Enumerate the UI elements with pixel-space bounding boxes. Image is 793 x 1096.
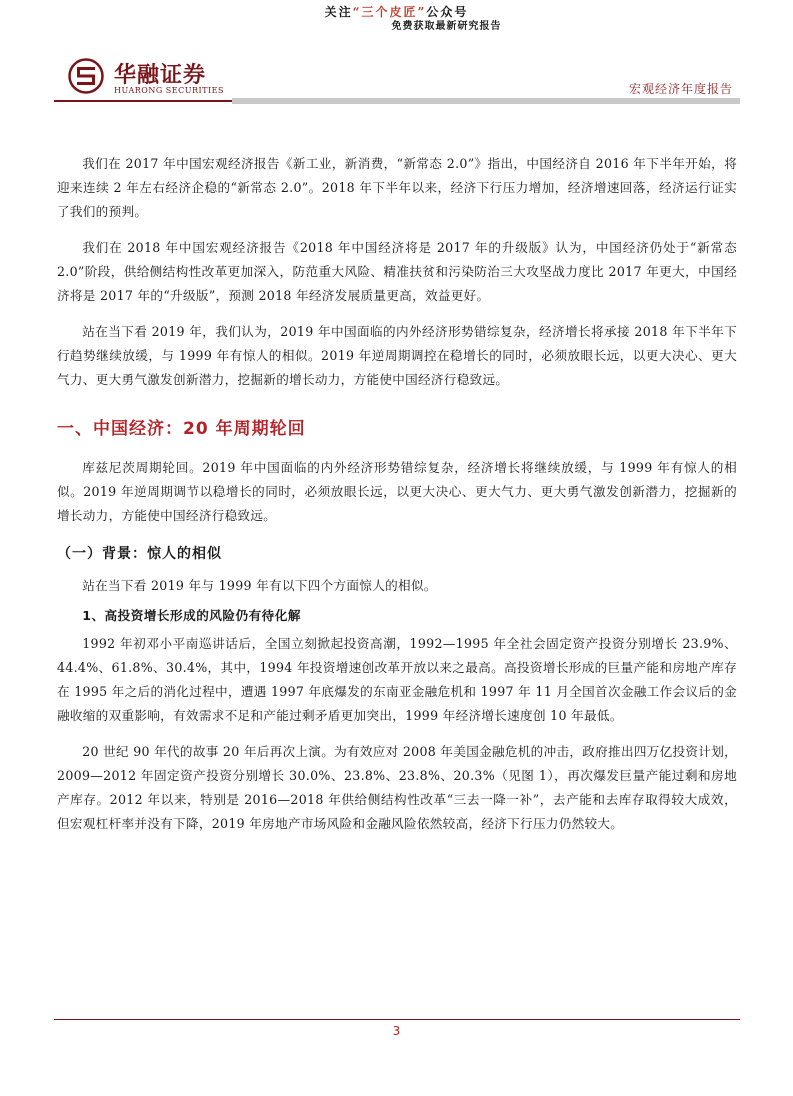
promo-banner	[0, 4, 793, 34]
header-rule	[54, 100, 232, 102]
brand-name-en: HUARONG SECURITIES	[114, 86, 224, 95]
promo-highlight: “三个皮匠”	[352, 5, 427, 19]
subsection-heading: （一）背景：惊人的相似	[57, 546, 222, 562]
brand-name-cn: 华融证券	[114, 63, 207, 88]
intro-paragraph-3: 站在当下看 2019 年，我们认为，2019 年中国面临的内外经济形势错综复杂，经济增长将承接 2018 年下半年下行趋势继续放缓，与 1999 年有惊人的相似。2019 年逆周期调控在稳增长的同时，必须放眼长远，以更大决心、更大气力、更大勇气激发创新潜力，挖掘新的增长动力，方能使中国经济行稳致远。	[57, 324, 737, 387]
promo-suffix: 公众号	[426, 5, 469, 19]
page-number: 3	[392, 1024, 401, 1038]
section-heading: 一、中国经济：20 年周期轮回	[57, 419, 306, 439]
footer-rule	[54, 1019, 740, 1020]
intro-paragraph-1: 我们在 2017 年中国宏观经济报告《新工业，新消费，“新常态 2.0”》指出，中国经济自 2016 年下半年开始，将迎来连续 2 年左右经济企稳的“新常态 2.0”。2018 年下半年以来，经济下行压力增加，经济增速回落，经济运行证实了我们的预判。	[57, 156, 737, 219]
intro-paragraph-2: 我们在 2018 年中国宏观经济报告《2018 年中国经济将是 2017 年的升级版》认为，中国经济仍处于“新常态 2.0”阶段，供给侧结构性改革更加深入，防范重大风险、精准扶贫和污染防治三大攻坚战力度比 2017 年更大，中国经济将是 2017 年的“升级版”，预测 2018 年经济发展质量更高，效益更好。	[57, 240, 737, 303]
item-paragraph-1: 1992 年初邓小平南巡讲话后，全国立刻掀起投资高潮，1992—1995 年全社会固定资产投资分别增长 23.9%、44.4%、61.8%、30.4%，其中，1994 年投资增速创改革开放以来之最高。高投资增长形成的巨量产能和房地产库存在 1995 年之后的消化过程中，遭遇 1997 年底爆发的东南亚金融危机和 1997 年 11 月全国首次金融工作会议后的金融收缩的双重影响，有效需求不足和产能过剩矛盾更加突出，1999 年经济增长速度创 10 年最低。	[57, 636, 737, 723]
promo-line-1	[0, 4, 793, 20]
subsection-paragraph: 站在当下看 2019 年与 1999 年有以下四个方面惊人的相似。	[82, 578, 437, 593]
report-type-label: 宏观经济年度报告	[628, 82, 733, 96]
huarong-logo-icon	[68, 58, 104, 94]
main-content	[57, 152, 737, 836]
section-paragraph: 库兹尼茨周期轮回。2019 年中国面临的内外经济形势错综复杂，经济增长将继续放缓，与 1999 年有惊人的相似。2019 年逆周期调节以稳增长的同时，必须放眼长远，以更大决心、更大气力、更大勇气激发创新潜力，挖掘新的增长动力，方能使中国经济行稳致远。	[57, 460, 737, 523]
promo-prefix: 关注	[324, 5, 353, 19]
item-paragraph-2: 20 世纪 90 年代的故事 20 年后再次上演。为有效应对 2008 年美国金融危机的冲击，政府推出四万亿投资计划，2009—2012 年固定资产投资分别增长 30.0%、23.8%、23.8%、20.3%（见图 1），再次爆发巨量产能过剩和房地产库存。2012 年以来，特别是 2016—2018 年供给侧结构性改革“三去一降一补”，去产能和去库存取得较大成效，但宏观杠杆率并没有下降，2019 年房地产市场风险和金融风险依然较高，经济下行压力仍然较大。	[57, 744, 737, 831]
header-bar	[232, 98, 740, 104]
promo-line-2: 免费获取最新研究报告	[391, 21, 502, 32]
item-heading: 1、高投资增长形成的风险仍有待化解	[82, 608, 301, 623]
